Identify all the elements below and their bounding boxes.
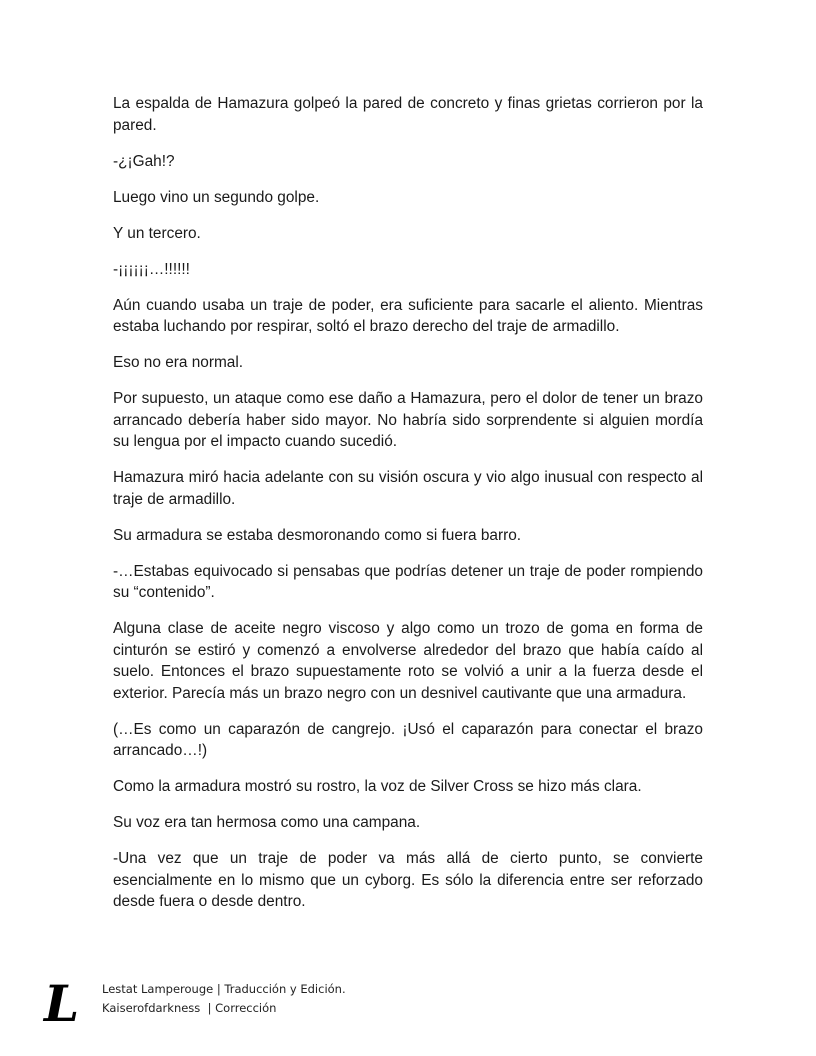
paragraph-2: -¿¡Gah!? — [113, 152, 175, 170]
paragraph-6: Aún cuando usaba un traje de poder, era suficiente para sacarle el aliento. Mientras estaba luchando por respirar, soltó el brazo derecho del traje de armadillo. — [113, 296, 703, 335]
credit-line-translation: Lestat Lamperouge | Traducción y Edición. — [102, 982, 346, 996]
paragraph-8: Por supuesto, un ataque como ese daño a Hamazura, pero el dolor de tener un brazo arrancado debería haber sido mayor. No habría sido sorprendente si alguien mordía su lengua por el impacto cuando sucedió. — [113, 390, 703, 450]
paragraph-16: -Una vez que un traje de poder va más allá de cierto punto, se convierte esencialmente en lo mismo que un cyborg. Es sólo la diferencia entre ser reforzado desde fuera o desde dentro. — [113, 850, 703, 910]
paragraph-4: Y un tercero. — [113, 224, 201, 242]
document-body — [113, 93, 703, 927]
paragraph-1: La espalda de Hamazura golpeó la pared de concreto y finas grietas corrieron por la pared. — [113, 95, 703, 134]
paragraph-7: Eso no era normal. — [113, 354, 244, 371]
credits — [102, 980, 346, 1018]
credit-line-correction: Kaiserofdarkness | Corrección — [102, 1001, 277, 1015]
paragraph-10: Su armadura se estaba desmoronando como si fuera barro. — [113, 526, 522, 544]
page-footer — [44, 974, 444, 1033]
paragraph-14: Como la armadura mostró su rostro, la voz de Silver Cross se hizo más clara. — [113, 778, 642, 795]
paragraph-3: Luego vino un segundo golpe. — [113, 188, 320, 206]
paragraph-9: Hamazura miró hacia adelante con su visión oscura y vio algo inusual con respecto al traje de armadillo. — [113, 469, 703, 508]
paragraph-12: Alguna clase de aceite negro viscoso y algo como un trozo de goma en forma de cinturón se estiró y comenzó a envolverse alrededor del brazo que había caído al suelo. Entonces el brazo supuestamente roto se volvió a unir a la fuerza desde el exterior. Parecía más un brazo negro con un desnivel cautivante que una armadura. — [113, 620, 703, 702]
paragraph-15: Su voz era tan hermosa como una campana. — [113, 814, 421, 831]
paragraph-13: (…Es como un caparazón de cangrejo. ¡Usó el caparazón para conectar el brazo arrancado…!) — [113, 720, 703, 759]
paragraph-11: -…Estabas equivocado si pensabas que podrías detener un traje de poder rompiendo su “contenido”. — [113, 562, 703, 601]
paragraph-5: -¡¡¡¡¡¡…!!!!!! — [113, 260, 190, 278]
l-logo-icon: L — [44, 974, 80, 1033]
